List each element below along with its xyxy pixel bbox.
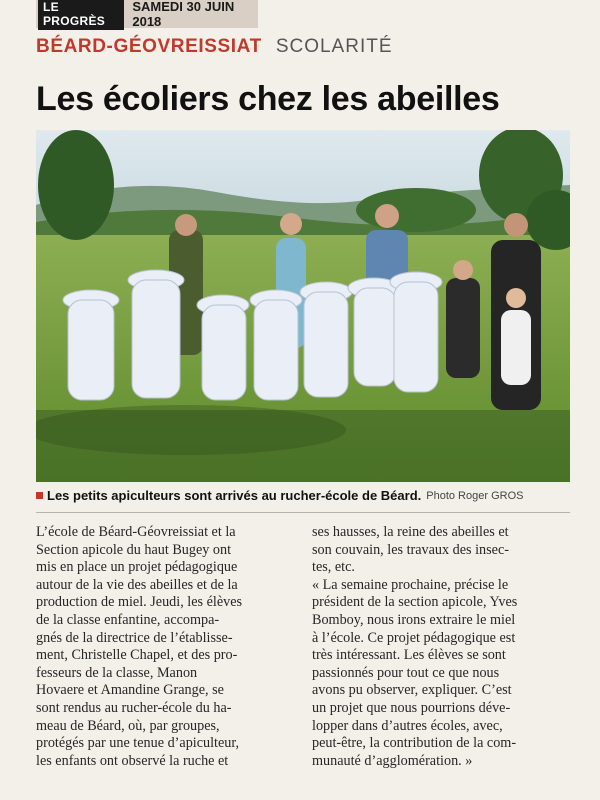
article-line: « La semaine prochaine, précise le — [312, 576, 509, 593]
photo-caption — [36, 488, 576, 503]
article-line: L’école de Béard-Géovreissiat et la — [36, 524, 236, 540]
photo-illustration — [36, 130, 570, 482]
article-column-2 — [312, 524, 572, 770]
headline: Les écoliers chez les abeilles — [36, 80, 500, 118]
article-line: un projet que nous pourrions déve- — [312, 699, 511, 716]
caption-bullet-square — [36, 492, 43, 499]
article-column-1 — [36, 524, 298, 770]
article-line: munauté d’agglomération. » — [312, 752, 473, 769]
article-line: ses hausses, la reine des abeilles et — [312, 524, 509, 540]
issue-date: SAMEDI 30 JUIN 2018 — [132, 0, 235, 29]
article-line: peut-être, la contribution de la com- — [312, 735, 517, 752]
article-line: protégés par une tenue d’apiculteur, — [36, 735, 240, 752]
rubric-section: SCOLARITÉ — [275, 36, 393, 57]
article-line: Section apicole du haut Bugey ont — [36, 541, 232, 558]
article-line: autour de la vie des abeilles et de la — [36, 576, 238, 593]
article-line: avons pu observer, expliquer. C’est — [312, 682, 512, 699]
article-line: Hovaere et Amandine Grange, se — [36, 682, 224, 699]
article-line: à l’école. Ce projet pédagogique est — [312, 629, 516, 646]
article-line: passionnés pour tout ce que nous — [312, 664, 500, 681]
article-photo — [36, 130, 570, 482]
masthead — [36, 0, 258, 28]
article-line: sont rendus au rucher-école du ha- — [36, 699, 232, 716]
article-line: gnés de la directrice de l’établisse- — [36, 629, 233, 646]
article-line: Bomboy, nous irons extraire le miel — [312, 611, 516, 628]
photo-credit: Photo Roger GROS — [426, 489, 524, 502]
article-line: président de la section apicole, Yves — [312, 594, 518, 611]
article-line: les enfants ont observé la ruche et — [36, 752, 229, 769]
article-line: de la classe enfantine, accompa- — [36, 611, 220, 628]
article-line: production de miel. Jeudi, les élèves — [36, 594, 243, 611]
article-line: tes, etc. — [312, 559, 355, 576]
article-line: fesseurs de la classe, Manon — [36, 664, 198, 681]
article-line: ment, Christelle Chapel, et des pro- — [36, 647, 238, 664]
newspaper-brand: LE PROGRÈS — [38, 0, 124, 30]
caption-divider — [36, 512, 570, 513]
rubric — [36, 36, 393, 58]
article-line: mis en place un projet pédagogique — [36, 559, 238, 576]
caption-text: Les petits apiculteurs sont arrivés au rucher-école de Béard. — [47, 488, 422, 503]
article-line: lopper dans d’autres écoles, avec, — [312, 717, 503, 734]
article-line: très intéressant. Les élèves se sont — [312, 647, 506, 664]
article-line: meau de Béard, où, par groupes, — [36, 717, 220, 734]
article-line: son couvain, les travaux des insec- — [312, 541, 509, 558]
rubric-place: BÉARD-GÉOVREISSIAT — [36, 36, 262, 57]
